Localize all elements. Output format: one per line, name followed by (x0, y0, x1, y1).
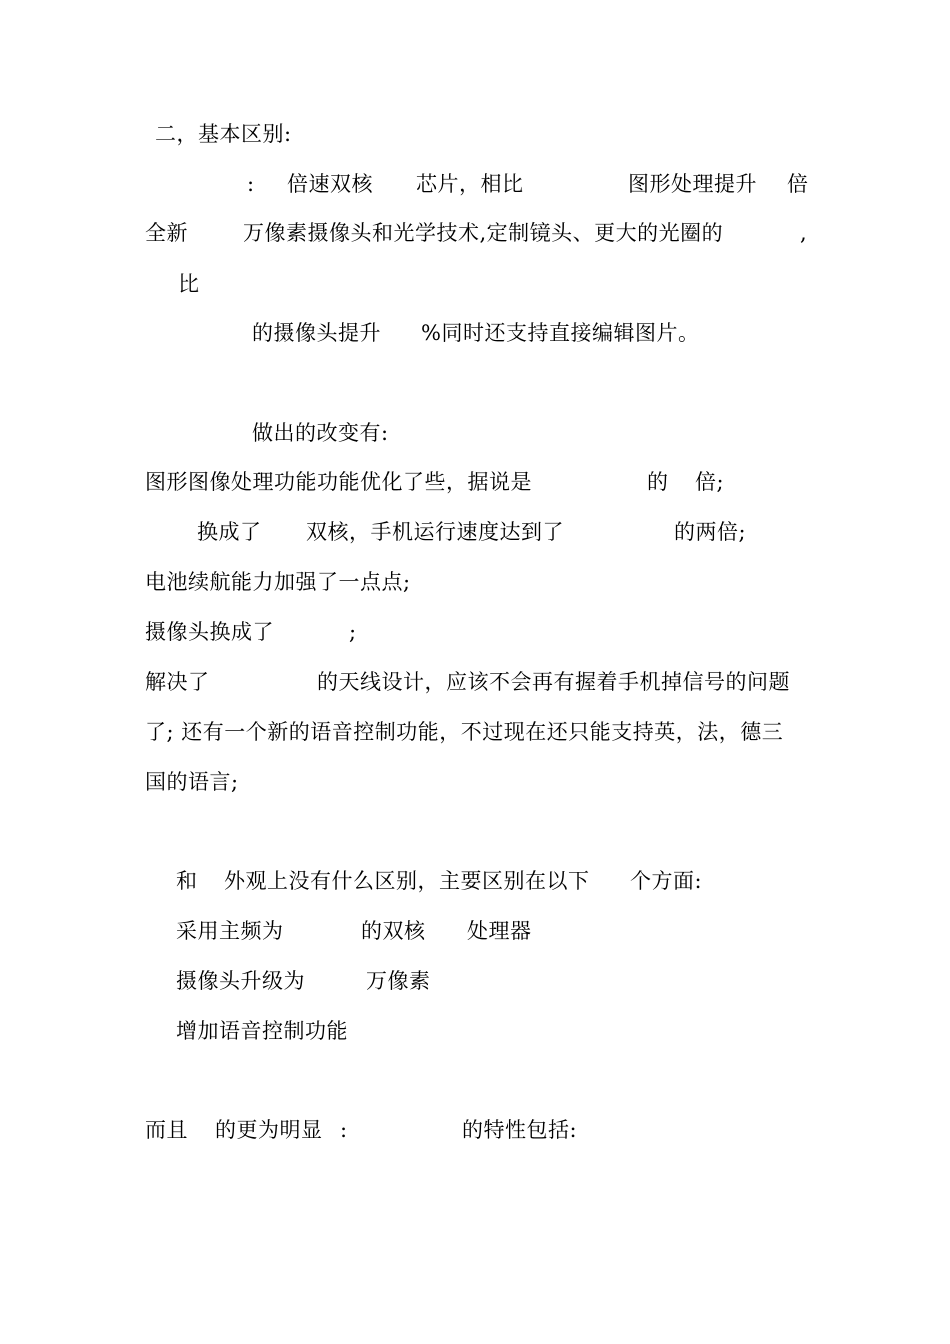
change-5-l1-seg2: 的天线设计，应该不会再有握着手机掉信号的问题 (317, 670, 790, 694)
change-4-seg1: 摄像头换成了 (145, 620, 274, 644)
change-2-seg1: 换成了 (197, 520, 262, 544)
point-3: 增加语音控制功能 (176, 1019, 348, 1043)
p1-l2-seg1: 全新 (145, 221, 188, 245)
footer-seg1: 而且 (145, 1118, 188, 1142)
point-1-seg2: 的双核 (361, 919, 426, 943)
footer-seg3: : (340, 1118, 348, 1142)
footer-seg4: 的特性包括: (462, 1118, 578, 1142)
point-2-seg1: 摄像头升级为 (176, 969, 305, 993)
point-2-seg2: 万像素 (366, 969, 431, 993)
comparison-intro-seg3: 个方面: (630, 869, 703, 893)
p1-l1-seg3: 芯片，相比 (416, 172, 524, 196)
comparison-intro-seg1: 和 (176, 869, 198, 893)
p1-l3: 比 (178, 272, 200, 296)
change-1-seg1: 图形图像处理功能功能优化了些，据说是 (145, 470, 532, 494)
change-5-l2: 了; 还有一个新的语音控制功能，不过现在还只能支持英，法，德三 (145, 720, 784, 744)
change-5-l1-seg1: 解决了 (145, 670, 210, 694)
p1-l2-seg2: 万像素摄像头和光学技术,定制镜头、更大的光圈的 (243, 221, 724, 245)
p1-l1-seg4: 图形处理提升 (628, 172, 757, 196)
p1-l2-seg3: , (800, 221, 808, 245)
change-2-seg2: 双核，手机运行速度达到了 (306, 520, 564, 544)
comparison-intro-seg2: 外观上没有什么区别，主要区别在以下 (224, 869, 590, 893)
change-1-seg2: 的 (647, 470, 669, 494)
p1-l1-seg5: 倍 (787, 172, 809, 196)
changes-intro: 做出的改变有: (252, 421, 389, 445)
p1-l1-seg2: 倍速双核 (287, 172, 373, 196)
point-1-seg1: 采用主频为 (176, 919, 284, 943)
change-2-seg3: 的两倍; (674, 520, 747, 544)
change-1-seg3: 倍; (695, 470, 725, 494)
p1-l4-seg1: 的摄像头提升 (252, 321, 381, 345)
p1-l4-seg2: %同时还支持直接编辑图片。 (421, 321, 700, 345)
change-3: 电池续航能力加强了一点点; (145, 570, 411, 594)
change-5-l3: 国的语言; (145, 770, 239, 794)
p1-l1-colon: : (247, 172, 255, 196)
section-heading: 二，基本区别: (155, 122, 292, 146)
change-4-seg2: ; (349, 620, 357, 644)
footer-seg2: 的更为明显 (215, 1118, 323, 1142)
point-1-seg3: 处理器 (467, 919, 532, 943)
